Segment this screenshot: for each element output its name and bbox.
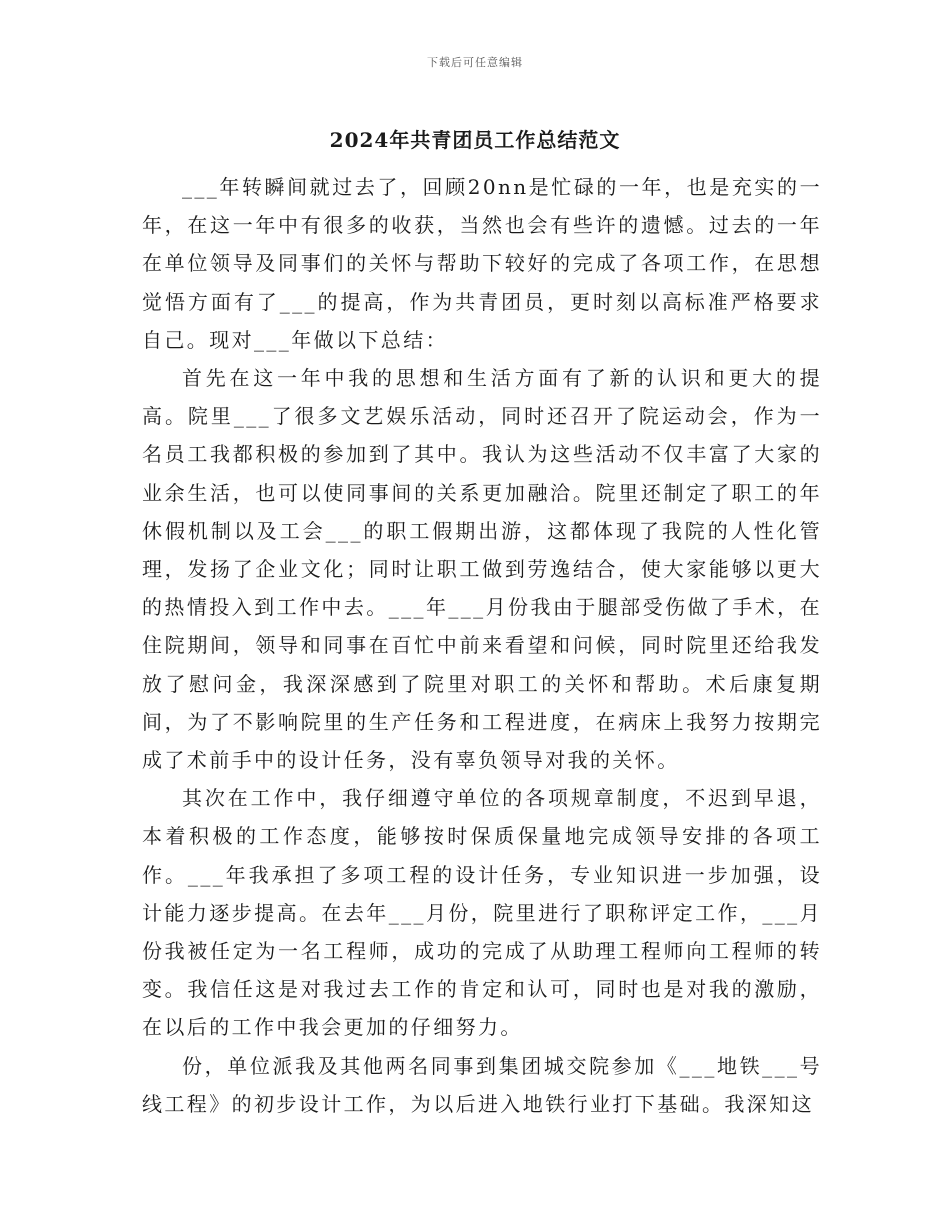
paragraph-2: 首先在这一年中我的思想和生活方面有了新的认识和更大的提高。院里___了很多文艺娱乐活动，同时还召开了院运动会，作为一名员工我都积极的参加到了其中。我认为这些活动不仅丰富了大家的业余生活，也可以使同事间的关系更加融洽。院里还制定了职工的年休假机制以及工会___的职工假期出游，这都体现了我院的人性化管理，发扬了企业文化；同时让职工做到劳逸结合，使大家能够以更大的热情投入到工作中去。___年___月份我由于腿部受伤做了手术，在住院期间，领导和同事在百忙中前来看望和问候，同时院里还给我发放了慰问金，我深深感到了院里对职工的关怀和帮助。术后康复期间，为了不影响院里的生产任务和工程进度，在病床上我努力按期完成了术前手中的设计任务，没有辜负领导对我的关怀。	[142, 366, 822, 773]
document-body	[142, 168, 822, 1123]
paragraph-3: 其次在工作中，我仔细遵守单位的各项规章制度，不迟到早退，本着积极的工作态度，能够按时保质保量地完成领导安排的各项工作。___年我承担了多项工程的设计任务，专业知识进一步加强，设计能力逐步提高。在去年___月份，院里进行了职称评定工作，___月份我被任定为一名工程师，成功的完成了从助理工程师向工程师的转变。我信任这是对我过去工作的肯定和认可，同时也是对我的激励，在以后的工作中我会更加的仔细努力。	[142, 786, 822, 1040]
paragraph-1: ___年转瞬间就过去了，回顾20nn是忙碌的一年，也是充实的一年，在这一年中有很多的收获，当然也会有些许的遗憾。过去的一年在单位领导及同事们的关怀与帮助下较好的完成了各项工作，在思想觉悟方面有了___的提高，作为共青团员，更时刻以高标准严格要求自己。现对___年做以下总结：	[142, 175, 822, 352]
header-note: 下载后可任意编辑	[427, 56, 523, 69]
paragraph-4: 份，单位派我及其他两名同事到集团城交院参加《___地铁___号线工程》的初步设计工作，为以后进入地铁行业打下基础。我深知这	[142, 1053, 822, 1116]
document-title: 2024年共青团员工作总结范文	[329, 128, 621, 152]
